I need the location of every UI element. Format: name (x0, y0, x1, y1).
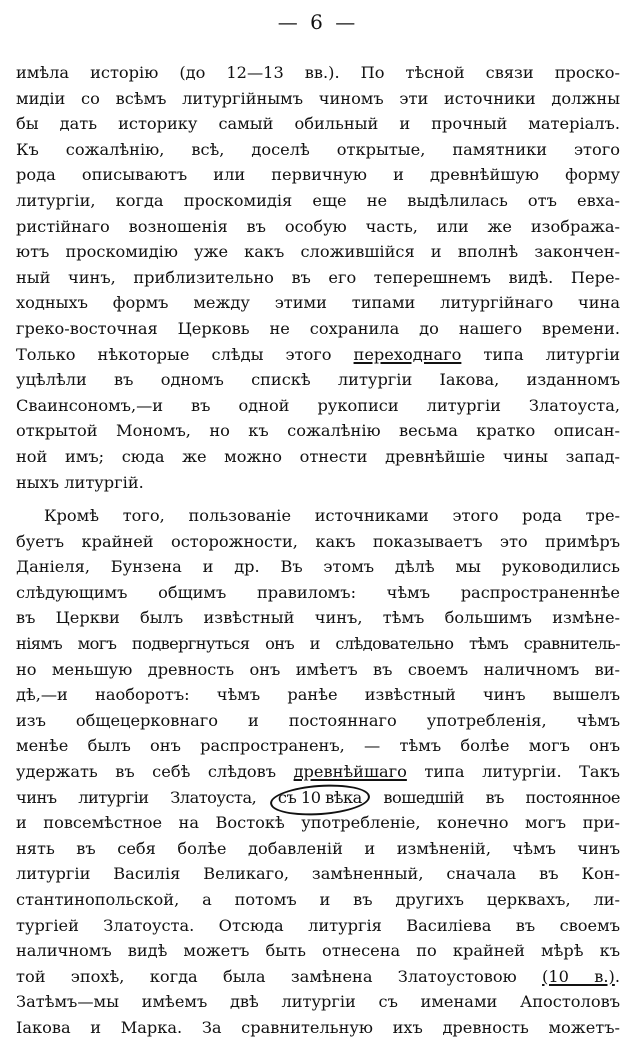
text-line: дѣ,—и наоборотъ: чѣмъ ранѣе извѣстный чинъ вышелъ (16, 685, 620, 705)
text-line-with-circle (16, 785, 620, 811)
text-line: ніямъ могъ подвергнуться онъ и слѣдовательно тѣмъ сравнитель- (16, 634, 620, 654)
page-number: — 6 — (277, 10, 359, 34)
text-line: греко-восточная Церковь не сохранила до нашего времени. (16, 318, 620, 338)
pencil-underline: древнѣйшаго (293, 762, 407, 782)
text-line: въ Церкви былъ извѣстный чинъ, тѣмъ большимъ измѣне- (16, 608, 620, 628)
text-line: наличномъ видѣ можетъ быть отнесена по крайней мѣрѣ къ (16, 941, 620, 961)
text-line: тургіей Златоуста. Отсюда литургія Василіева въ своемъ (16, 915, 620, 935)
line-segment: вошедшій въ постоянное (361, 787, 620, 807)
pencil-underline: переходнаго (353, 344, 462, 364)
text-line: ный чинъ, приблизительно въ его теперешнемъ видѣ. Пере- (16, 267, 620, 287)
pencil-underline: (10 в.) (542, 966, 615, 986)
text-line: ной имъ; сюда же можно отнести древнѣйшіе чины запад- (16, 446, 620, 466)
text-line-with-underline (16, 964, 620, 990)
text-line: Сваинсономъ,—и въ одной рукописи литургіи Златоуста, (16, 395, 620, 415)
text-line: Затѣмъ—мы имѣемъ двѣ литургіи съ именами Апостоловъ (16, 992, 620, 1012)
text-line: нять въ себя болѣе добавленій и измѣненій, чѣмъ чинъ (16, 838, 620, 858)
text-line: ютъ проскомидію уже какъ сложившійся и вполнѣ закончен- (16, 242, 620, 262)
text-line: уцѣлѣли въ одномъ спискѣ литургіи Іакова, изданномъ (16, 370, 620, 390)
line-segment: Только нѣкоторые слѣды этого (16, 344, 354, 364)
text-line: Кромѣ того, пользованіе источниками этого рода тре- (44, 506, 620, 526)
text-line: слѣдующимъ общимъ правиломъ: чѣмъ распространеннѣе (16, 582, 620, 602)
text-line: изъ общецерковнаго и постояннаго употребленія, чѣмъ (16, 710, 620, 730)
line-segment: той эпохѣ, когда была замѣнена Златоустовою (16, 966, 543, 986)
text-line: ныхъ литургій. (16, 472, 144, 492)
line-segment: типа литургіи (461, 344, 620, 364)
text-line: ходныхъ формъ между этими типами литургійнаго чина (16, 293, 620, 313)
text-line: имѣла исторію (до 12—13 вв.). По тѣсной связи проско- (16, 63, 620, 82)
text-line: литургіи, когда проскомидія еще не выдѣлилась отъ евха- (16, 190, 620, 210)
text-line: буетъ крайней осторожности, какъ показываетъ это примѣръ (16, 531, 620, 551)
text-line: менѣе былъ онъ распространенъ, — тѣмъ болѣе могъ онъ (16, 736, 620, 756)
text-line: бы дать историку самый обильный и прочный матеріалъ. (16, 114, 620, 134)
text-line: стантинопольской, а потомъ и въ другихъ церквахъ, ли- (16, 890, 620, 909)
paragraph-1 (16, 60, 620, 495)
paragraph-2 (16, 503, 620, 1040)
line-segment: типа литургіи. Такъ (406, 762, 620, 782)
text-line: но меньшую древность онъ имѣетъ въ своемъ наличномъ ви- (16, 659, 620, 679)
text-line-with-underline (16, 759, 620, 785)
body-text (16, 60, 620, 1041)
text-line-with-underline (16, 342, 620, 368)
text-line: открытой Мономъ, но къ сожалѣнію весьма кратко описан- (16, 421, 620, 441)
text-line: и повсемѣстное на Востокѣ употребленіе, конечно могъ при- (16, 813, 620, 833)
line-segment: . (614, 966, 620, 986)
pencil-circle: съ 10 вѣка (278, 785, 362, 811)
text-line: рода описываютъ или первичную и древнѣйшую форму (16, 165, 620, 185)
line-segment: удержать въ себѣ слѣдовъ (16, 762, 294, 782)
text-line: ристійнаго возношенія въ особую часть, или же изобража- (16, 216, 620, 236)
text-line: мидіи со всѣмъ литургійнымъ чиномъ эти источники должны (16, 88, 620, 108)
text-line: Даніеля, Бунзена и др. Въ этомъ дѣлѣ мы руководились (16, 557, 620, 577)
text-line: Къ сожалѣнію, всѣ, доселѣ открытые, памятники этого (16, 139, 620, 159)
text-line: литургіи Василія Великаго, замѣненный, сначала въ Кон- (16, 864, 620, 884)
line-segment: чинъ литургіи Златоуста, (16, 787, 278, 807)
paragraph-gap (16, 495, 620, 503)
text-line: Іакова и Марка. За сравнительную ихъ древность можетъ- (16, 1017, 620, 1037)
